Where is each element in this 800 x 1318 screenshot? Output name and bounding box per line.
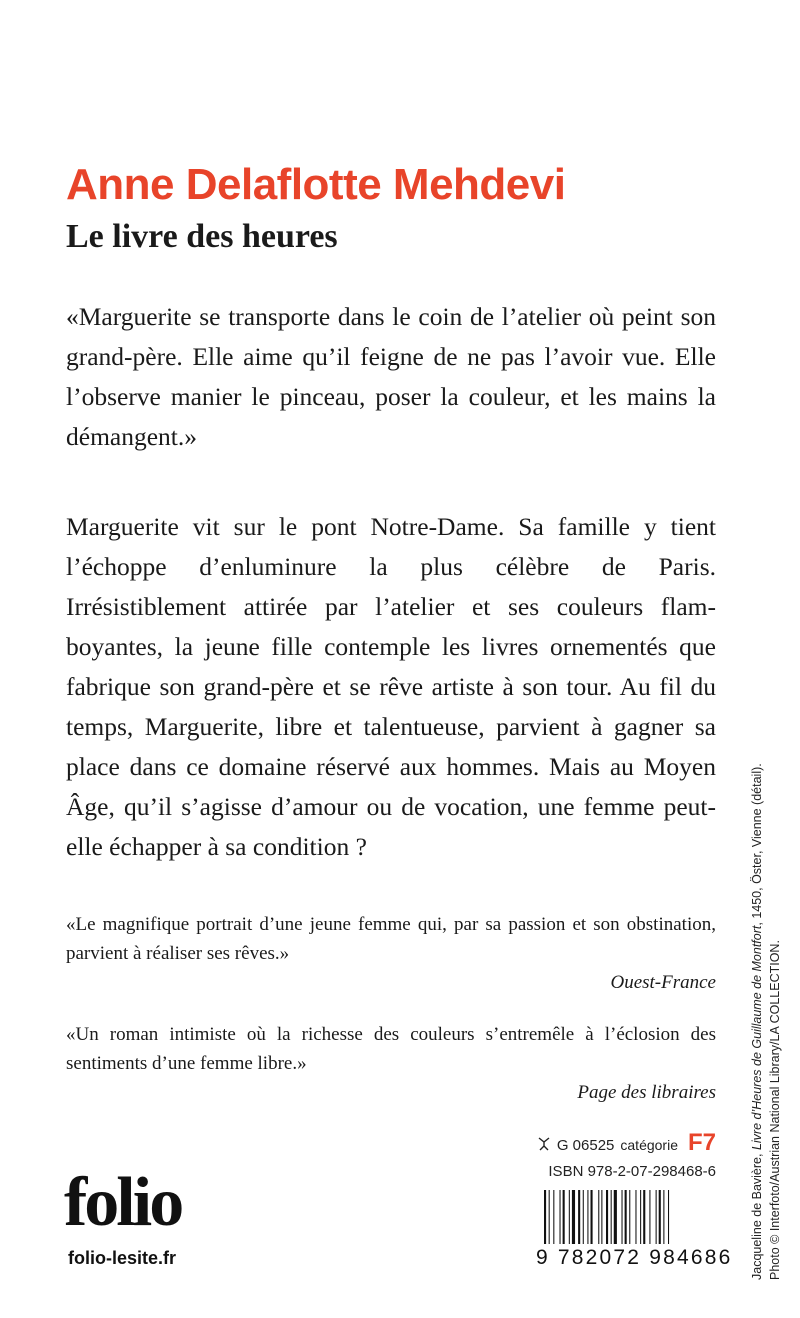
- barcode-bar: [649, 1190, 650, 1244]
- image-credit: [748, 680, 784, 1280]
- category-code: F7: [687, 1129, 716, 1156]
- barcode-bar: [587, 1190, 588, 1244]
- barcode-bar: [549, 1190, 550, 1244]
- barcode-bar: [640, 1190, 641, 1244]
- review-quote-1: «Le magnifique portrait d’une jeune femme qui, par sa passion et son obstination, parvient à réaliser ses rêves.»: [66, 914, 716, 964]
- publisher-logo: folio: [64, 1164, 182, 1241]
- barcode-digits: 9 782072 984686: [536, 1246, 733, 1269]
- barcode-bar: [635, 1190, 636, 1244]
- category-label: catégorie: [620, 1137, 678, 1153]
- book-title: Le livre des heures: [66, 218, 338, 255]
- barcode-bar: [563, 1190, 565, 1244]
- barcode-bar: [553, 1190, 554, 1244]
- catalog-line: [537, 1129, 716, 1156]
- barcode-bar: [560, 1190, 561, 1244]
- author-name: Anne Delaflotte Mehdevi: [66, 160, 566, 209]
- review-source-1: Ouest-France: [610, 972, 716, 993]
- catalog-code: G 06525: [556, 1137, 615, 1154]
- barcode-bar: [663, 1190, 664, 1244]
- excerpt-paragraph: «Marguerite se transporte dans le coin de l’atelier où peint son grand-père. Elle aime qu’il feigne de ne pas l’avoir vue. Elle l’observe manier le pinceau, poser la couleur, et les mains la démangent.»: [66, 302, 716, 451]
- folio-gallimard-mark-icon: [537, 1137, 551, 1151]
- barcode-bar: [578, 1190, 580, 1244]
- barcode-bar: [622, 1190, 623, 1244]
- review-quote-2: «Un roman intimiste où la richesse des couleurs s’entremêle à l’éclosion des sentiments d’une femme libre.»: [66, 1024, 716, 1074]
- barcode-bar: [614, 1190, 617, 1244]
- isbn: ISBN 978-2-07-298468-6: [548, 1163, 716, 1180]
- barcode-bar: [544, 1190, 546, 1244]
- credit-line-2: Photo © Interfoto/Austrian National Library/LA COLLECTION.: [768, 940, 782, 1280]
- barcode-bar: [606, 1190, 608, 1244]
- summary-paragraph: Marguerite vit sur le pont Notre-Dame. Sa famille y tient l’échoppe d’enluminure la plus célèbre de Paris. Irrésistiblement attirée par l’atelier et ses couleurs flamboyantes, la jeune fille contemple les livres ornementés que fabrique son grand-père et se rêve artiste à son tour. Au fil du temps, Marguerite, libre et talentueuse, parvient à gagner sa place dans ce domaine réservé aux hommes. Mais au Moyen Âge, qu’il s’agisse d’amour ou de vocation, une femme peut-elle échapper à sa condition ?: [66, 512, 716, 861]
- barcode-bar: [611, 1190, 612, 1244]
- barcode-bar: [629, 1190, 630, 1244]
- barcode-bar: [598, 1190, 599, 1244]
- barcode-bar: [601, 1190, 602, 1244]
- publisher-website[interactable]: folio-lesite.fr: [68, 1248, 177, 1268]
- barcode-bar: [643, 1190, 645, 1244]
- barcode-bar: [583, 1190, 584, 1244]
- barcode-bar: [656, 1190, 657, 1244]
- barcode-bar: [625, 1190, 627, 1244]
- barcode-bar: [668, 1190, 669, 1244]
- barcode-bar: [591, 1190, 593, 1244]
- barcode-bar: [659, 1190, 661, 1244]
- credit-line-1: Jacqueline de Bavière, Livre d’Heures de Guillaume de Montfort, 1450, Öster, Vienne (détail).: [750, 763, 764, 1280]
- review-source-2: Page des libraires: [577, 1082, 716, 1103]
- barcode-bar: [572, 1190, 575, 1244]
- barcode-bar: [569, 1190, 570, 1244]
